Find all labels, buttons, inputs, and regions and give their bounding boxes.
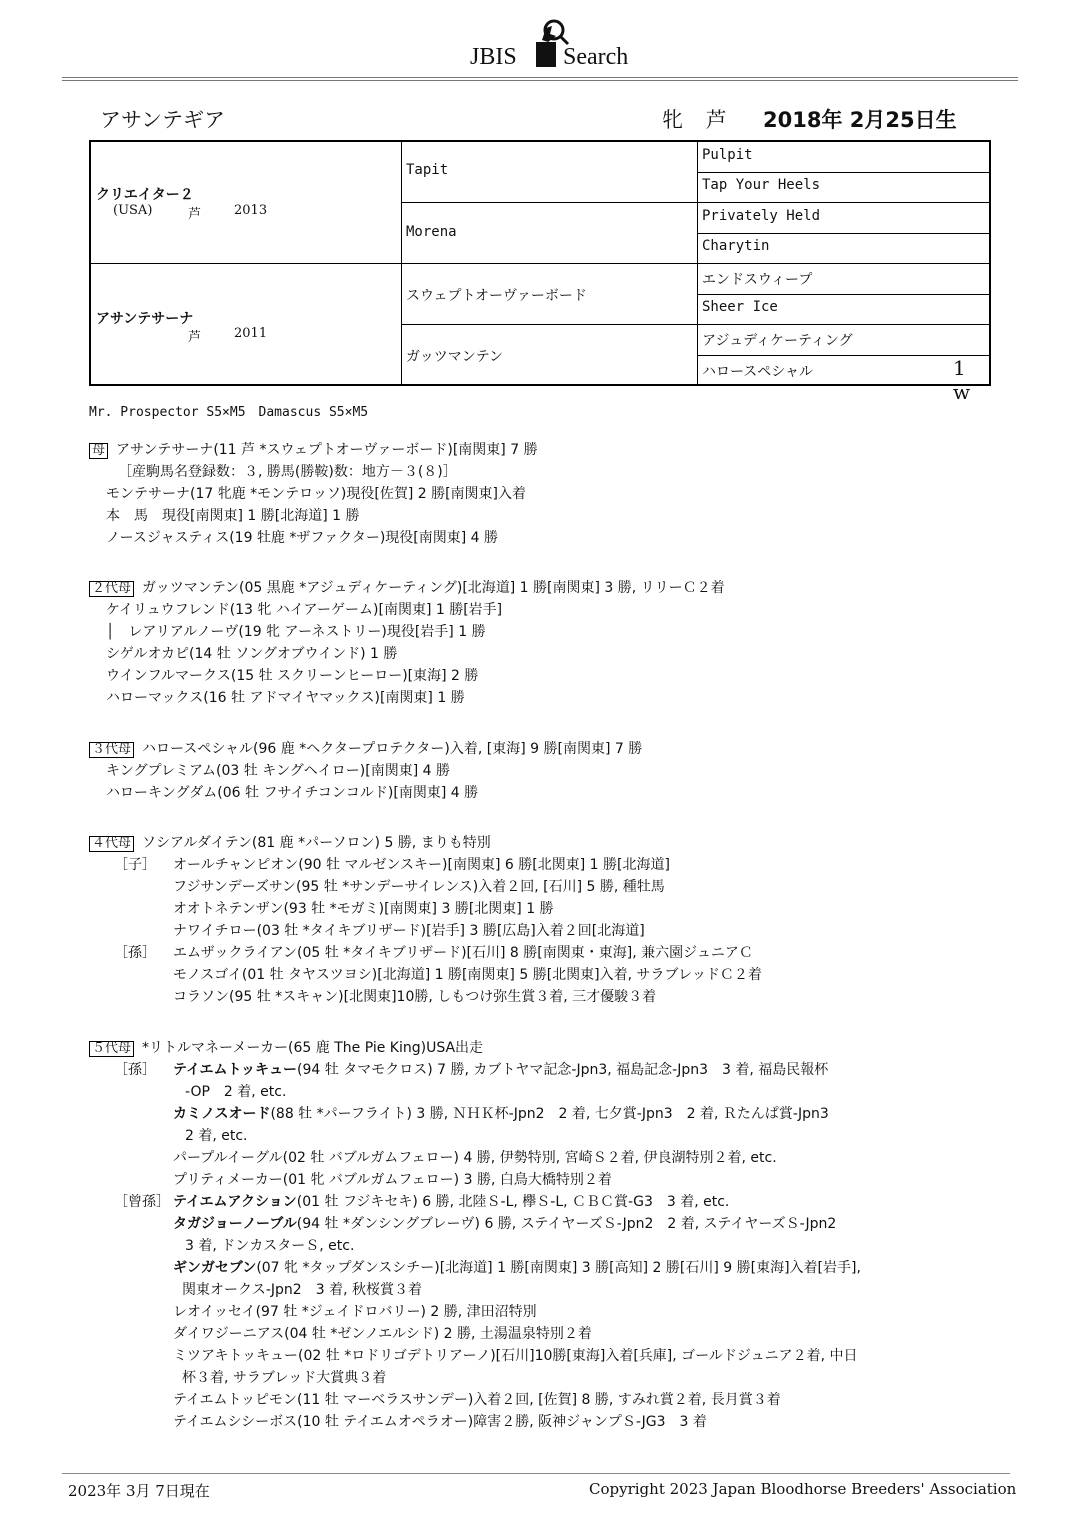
family-number: 1 w [953, 356, 971, 404]
pedigree-gen2: スウェプトオーヴァーボード [406, 288, 587, 304]
as-of-date: 2023年 3月 7日現在 [68, 1482, 210, 1500]
gen5-great-line: 杯３着, サラブレッド大賞典３着 [182, 1370, 387, 1386]
sire-year: 2013 [234, 203, 268, 218]
pedigree-gen3: ハロースペシャル [702, 364, 814, 380]
gen5-great-line: テイエムトッピモン(11 牡 マーベラスサンデー)入着２回, [佐賀] 8 勝, すみれ賞２着, 長月賞３着 [173, 1392, 781, 1408]
gen5-great-line: ミツアキトッキュー(02 牡 *ロドリゴデトリアーノ)[石川]10勝[東海]入着[兵庫], ゴールドジュニア２着, 中日 [173, 1348, 858, 1364]
sire-origin: (USA) [113, 203, 153, 218]
gen3-head [89, 740, 642, 758]
sex-color: 牝 芦 [662, 108, 735, 132]
notable-horse: テイエムトッキュー [173, 1062, 298, 1078]
gen5-grand-line: -OP 2 着, etc. [185, 1084, 287, 1100]
copyright: Copyright 2023 Japan Bloodhorse Breeders' Association [589, 1480, 1017, 1498]
pedigree-divider [697, 355, 989, 356]
pedigree-divider [401, 324, 989, 325]
record: (07 牝 *タップダンスシチー)[北海道] 1 勝[南関東] 3 勝[高知] 2 勝[石川] 9 勝[東海]入着[岩手], [256, 1260, 861, 1276]
horse-name: アサンテギア [100, 108, 225, 132]
record: (01 牡 フジキセキ) 6 勝, 北陸Ｓ-L, 欅Ｓ-L, ＣＢＣ賞-G3 3 着, etc. [296, 1194, 730, 1210]
pedigree-divider [697, 233, 989, 234]
record: (94 牡 タマモクロス) 7 勝, カブトヤマ記念-Jpn3, 福島記念-Jpn3 3 着, 福島民報杯 [297, 1062, 829, 1078]
gen5-great-line: ダイワジーニアス(04 牡 *ゼンノエルシド) 2 勝, 土湯温泉特別２着 [173, 1326, 592, 1342]
dam-name: アサンテサーナ [96, 311, 194, 327]
pedigree-gen2: Tapit [406, 162, 449, 178]
gen4-line: ソシアルダイテン(81 鹿 *パーソロン) 5 勝, まりも特別 [142, 835, 491, 851]
dam-line: ノースジャスティス(19 牡鹿 *ザファクター)現役[南関東] 4 勝 [106, 530, 499, 546]
gen5-great-line: レオイッセイ(97 牡 *ジェイドロバリー) 2 勝, 津田沼特別 [173, 1304, 537, 1320]
pedigree-gen3: アジュディケーティング [702, 333, 853, 349]
gen5-grand-line: プリティメーカー(01 牝 バブルガムフェロー) 3 勝, 白鳥大橋特別２着 [173, 1172, 612, 1188]
gen5-grand-line: 2 着, etc. [185, 1128, 248, 1144]
gen3-line: ハロースペシャル(96 鹿 *ヘクタープロテクター)入着, [東海] 9 勝[南関東] 7 勝 [142, 741, 643, 757]
footer-rule [62, 1473, 1010, 1474]
gen5-great-line: テイエムシシーボス(10 牡 テイエムオペラオー)障害２勝, 阪神ジャンプＳ-JG3 3 着 [173, 1414, 707, 1430]
notable-horse: ギンガセブン [173, 1260, 257, 1276]
gen5-great-line: 3 着, ドンカスターＳ, etc. [185, 1238, 355, 1254]
jbis-search-logo [470, 18, 640, 74]
gen4-child: オールチャンピオン(90 牡 マルゼンスキー)[南関東] 6 勝[北関東] 1 勝[北海道] [173, 857, 670, 873]
pedigree-gen3: エンドスウィープ [702, 272, 813, 288]
pedigree-divider [697, 172, 989, 173]
section-tag: ５代母 [89, 1041, 134, 1057]
dam-color: 芦 [188, 330, 202, 345]
gen5-grand-line [173, 1061, 828, 1079]
label-grand: ［孫］ [114, 1062, 156, 1078]
pedigree-divider [697, 294, 989, 295]
gen2-head [89, 579, 725, 597]
gen2-line: シゲルオカピ(14 牡 ソングオブウインド) 1 勝 [106, 646, 398, 662]
gen5-great-line [173, 1215, 836, 1233]
logo-text-jbis: JBIS [470, 44, 517, 70]
record: (94 牡 *ダンシングブレーヴ) 6 勝, ステイヤーズＳ-Jpn2 2 着, ステイヤーズＳ-Jpn2 [296, 1216, 837, 1232]
inbreeding: Mr. Prospector S5×M5 Damascus S5×M5 [89, 405, 369, 420]
gen3-line: ハローキングダム(06 牡 フサイチコンコルド)[南関東] 4 勝 [106, 785, 479, 801]
dam-line: モンテサーナ(17 牝鹿 *モンテロッソ)現役[佐賀] 2 勝[南関東]入着 [106, 486, 527, 502]
gen5-line: *リトルマネーメーカー(65 鹿 The Pie King)USA出走 [142, 1040, 484, 1056]
label-great-grand: ［曾孫］ [114, 1194, 170, 1210]
pedigree-gen3: Sheer Ice [702, 299, 778, 315]
pedigree-gen3: Charytin [702, 238, 770, 254]
pedigree-gen2: Morena [406, 224, 457, 240]
section-tag: ４代母 [89, 836, 134, 852]
sire-color: 芦 [188, 207, 202, 222]
gen5-head [89, 1039, 483, 1057]
gen5-great-line [173, 1193, 729, 1211]
gen4-head [89, 834, 491, 852]
gen4-grandchild: エムザックライアン(05 牡 *タイキブリザード)[石川] 8 勝[南関東・東海], 兼六園ジュニアＣ [173, 945, 753, 961]
gen4-child: オオトネテンザン(93 牡 *モガミ)[南関東] 3 勝[北関東] 1 勝 [173, 901, 554, 917]
gen5-grand-line: パープルイーグル(02 牡 バブルガムフェロー) 4 勝, 伊勢特別, 宮崎Ｓ２着, 伊良湖特別２着, etc. [173, 1150, 777, 1166]
pedigree-gen3: Pulpit [702, 147, 753, 163]
label-child: ［子］ [114, 857, 156, 873]
gen3-line: キングプレミアム(03 牡 キングヘイロー)[南関東] 4 勝 [106, 763, 450, 779]
notable-horse: テイエムアクション [173, 1194, 297, 1210]
notable-horse: カミノスオード [173, 1106, 271, 1122]
notable-horse: タガジョーノーブル [173, 1216, 297, 1232]
pedigree-divider [401, 202, 989, 203]
dam-line: ［産駒馬名登録数：３, 勝馬(勝鞍)数：地方－３(８)］ [118, 464, 457, 480]
gen5-great-line [173, 1259, 861, 1277]
pedigree-gen3: Tap Your Heels [702, 177, 821, 193]
gen4-child: ナワイチロー(03 牡 *タイキブリザード)[岩手] 3 勝[広島]入着２回[北海道] [173, 923, 645, 939]
gen4-child: フジサンデーズサン(95 牡 *サンデーサイレンス)入着２回, [石川] 5 勝, 種牡馬 [173, 879, 665, 895]
dam-year: 2011 [234, 326, 268, 341]
gen2-line: ウインフルマークス(15 牡 スクリーンヒーロー)[東海] 2 勝 [106, 668, 479, 684]
section-tag: 母 [89, 443, 108, 459]
section-tag: ２代母 [89, 581, 134, 597]
gen5-grand-line [173, 1105, 829, 1123]
logo-text-search: Search [563, 44, 629, 70]
header-rule-2 [62, 80, 1018, 81]
dam-line: 本 馬 現役[南関東] 1 勝[北海道] 1 勝 [106, 508, 360, 524]
gen2-line: ガッツマンテン(05 黒鹿 *アジュディケーティング)[北海道] 1 勝[南関東] 3 勝, リリーＣ２着 [142, 580, 725, 596]
gen5-great-line: 関東オークス-Jpn2 3 着, 秋桜賞３着 [182, 1282, 422, 1298]
record: (88 牡 *パーフライト) 3 勝, ＮＨＫ杯-Jpn2 2 着, 七夕賞-Jpn3 2 着, Ｒたんぱ賞-Jpn3 [270, 1106, 829, 1122]
header-rule [62, 77, 1018, 78]
sire-name: クリエイター２ [96, 187, 194, 203]
pedigree-divider [91, 263, 989, 264]
gen4-grandchild: モノスゴイ(01 牡 タヤスツヨシ)[北海道] 1 勝[南関東] 5 勝[北関東]入着, サラブレッドＣ２着 [173, 967, 762, 983]
gen2-line: ケイリュウフレンド(13 牝 ハイアーゲーム)[南関東] 1 勝[岩手] [106, 602, 503, 618]
gen2-line: │ レアリアルノーヴ(19 牝 アーネストリー)現役[岩手] 1 勝 [106, 624, 486, 640]
section-tag: ３代母 [89, 742, 134, 758]
gen4-grandchild: コラソン(95 牡 *スキャン)[北関東]10勝, しもつけ弥生賞３着, 三才優駿３着 [173, 989, 657, 1005]
birth-date: 2018年 2月25日生 [763, 108, 957, 132]
label-grand: ［孫］ [114, 945, 156, 961]
gen2-line: ハローマックス(16 牡 アドマイヤマックス)[南関東] 1 勝 [106, 690, 465, 706]
dam-line: アサンテサーナ(11 芦 *スウェプトオーヴァーボード)[南関東] 7 勝 [116, 442, 538, 458]
dam-head [89, 441, 538, 459]
pedigree-gen3: Privately Held [702, 208, 821, 224]
pedigree-gen2: ガッツマンテン [406, 349, 504, 365]
pedigree-table [89, 140, 991, 404]
